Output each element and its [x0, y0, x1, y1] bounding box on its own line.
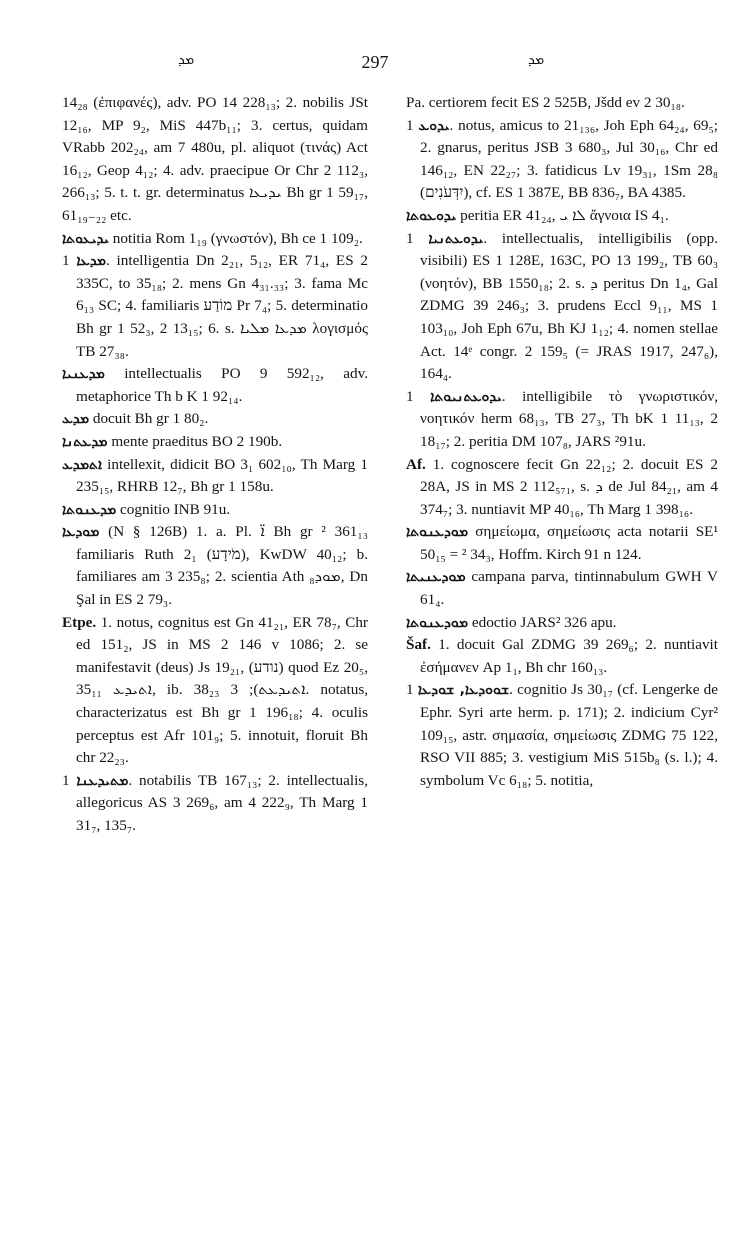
entry-headword: ܡܕܥܐ	[76, 253, 106, 270]
entry-text: cognitio INB 91u.	[120, 500, 231, 518]
entry-text: intellexit, didicit BO 3₁ 602₁₀, Th Marg 1 235₁₅, RHRB 12₇, Bh gr 1 158u.	[76, 455, 369, 496]
dictionary-entry	[62, 228, 368, 251]
dictionary-entry	[406, 612, 718, 635]
entry-headword: ܡܕܥ	[62, 411, 90, 428]
entry-headword: ܡܕܥܢܝܐ	[62, 366, 105, 383]
entry-text: mente praeditus BO 2 190b.	[111, 432, 283, 450]
entry-text: intellectualis PO 9 592₁₂, adv. metaphorice Th b K 1 92₁₄.	[76, 365, 369, 405]
entry-text: campana parva, tintinnabulum GWH V 61₄.	[420, 568, 719, 609]
dictionary-entry	[62, 499, 368, 522]
page-header	[0, 52, 750, 76]
dictionary-entry	[406, 115, 718, 205]
entry-stem-label: Šaf.	[406, 636, 431, 654]
entry-headword: ܡܘܕܥܢܘܬܐ	[406, 614, 469, 631]
entry-stem-label: Etpe.	[62, 613, 97, 631]
dictionary-entry	[62, 250, 368, 363]
entry-text: 1. docuit Gal ZDMG 39 269₆; 2. nuntiavit ἐσήμανεν Ap 1₁, Bh chr 160₁₃.	[420, 636, 718, 676]
dictionary-entry	[406, 521, 718, 566]
dictionary-entry	[62, 363, 368, 408]
entry-headword: ܡܕܥܬܢܐ	[62, 433, 108, 450]
entry-text: (N § 126B) 1. a. Pl. ܐ̈ Bh gr ² 361₁₃ familiaris Ruth 2₁ (מֹידָע), KwDW 40₁₂; b. familiares am 3 235₈; 2. scientia Ath ܡܘܕ₈, Dn Şal in ES 2 79₃.	[76, 523, 368, 609]
running-head-left: ܡܕ	[178, 52, 195, 68]
entry-headword: ܝܕܝܥܘܬܐ	[62, 230, 109, 247]
entry-text: peritia ER 41₂₄, ܠܐ ܝ ἄγνοια IS 4₁.	[460, 206, 669, 224]
entry-text: 1. notabilis TB 167₁₃; 2. intellectualis, allegoricus AS 3 269₆, am 4 222₉, Th Marg 1 31₇, 135₇.	[62, 771, 368, 834]
dictionary-entry	[406, 386, 718, 454]
entry-headword: ܡܘܕܥܢܝܬܐ	[406, 569, 466, 586]
dictionary-entry	[406, 634, 718, 679]
dictionary-entry	[406, 92, 718, 115]
entry-headword: ܝܕܘܥܬܢܝܘܬܐ	[430, 388, 502, 405]
entry-headword: ܝܕܘܥ	[418, 117, 450, 134]
dictionary-entry	[406, 205, 718, 228]
entry-stem-label: Af.	[406, 455, 426, 473]
dictionary-entry	[62, 612, 368, 770]
entry-text: 1. intelligibile τὸ γνωριστικόν, νοητικόν herm 68₁₃, TB 27₃, Th bK 1 11₁₃, 2 18₁₇; 2. peritia DM 107₈, JARS ²91u.	[406, 387, 718, 450]
entry-headword: ܝܕܘܥܘܬܐ	[406, 207, 457, 224]
dictionary-entry	[62, 408, 368, 431]
dictionary-entry	[62, 770, 368, 838]
entry-text: 1. intellectualis, intelligibilis (opp. visibili) ES 1 128E, 163C, PO 13 199₂, TB 60₃ (νοητόν), BB 1550₁₈; 2. s. ܕ peritus Dn 1₄, Gal ZDMG 39 246₃; 3. prudens Eccl 9₁₁, MS 1 103₁₀, Joh Eph 67u, Bh KJ 1₁₂; 4. nomen stellae Act. 14ᵉ congr. 2 159₅ (= JRAS 1917, 247₆), 164₄.	[406, 229, 719, 383]
entry-text: σημείωμα, σημείωσις acta notarii SE¹ 50₁₅ = ² 34₃, Hoffm. Kirch 91 n 124.	[420, 523, 718, 563]
entry-text: 1. notus, amicus to 21₁₃₆, Joh Eph 64₂₄, 69₅; 2. gnarus, peritus JSB 3 680₃, Jul 30₁₆, Chr ed 146₁₂, EN 22₂₇; 3. fatidicus Lv 19₃₁, 1Sm 28₈ (יִדְּעֹנִים), cf. ES 1 387E, BB 836₇, BA 4385.	[406, 116, 719, 202]
left-column	[62, 92, 368, 838]
dictionary-entry	[62, 431, 368, 454]
dictionary-entry	[406, 679, 718, 792]
entry-text: edoctio JARS² 326 apu.	[471, 613, 617, 631]
dictionary-entry	[406, 566, 718, 611]
dictionary-entry	[406, 454, 718, 522]
entry-text: 1. notus, cognitus est Gn 41₂₁, ER 78₇, Chr ed 151₂, JS in MS 2 146 v 1086; 2. se manifestavit (deus) Js 19₂₁, (נודע) quod Ez 20₅, 35₁₁ ܐܬܝܕܥ, ib. 38₂₃ ܐܬܝܕܥܬ); 3. notatus, characterizatus est Bh gr 1 196₁₈; 4. oculis perceptus est Afr 101₉; 5. innotuit, floruit Bh chr 22₂₃.	[76, 613, 369, 767]
entry-headword: ܐܬܡܕܥ	[62, 456, 102, 473]
entry-headword: ܝܕܘܥܬܢܝܐ	[428, 230, 484, 247]
entry-text: 1. cognoscere fecit Gn 22₁₂; 2. docuit ES 2 28A, JS in MS 2 112₅₇₁, s. ܕ de Jul 84₂₁, am 4 374₇; 3. nuntiavit MP 40₁₆, Th Marg 1 398₁₆.	[420, 455, 719, 518]
right-column	[406, 92, 718, 792]
dictionary-entry	[62, 521, 368, 611]
page-number: 297	[361, 52, 389, 72]
entry-headword: ܫܘܘܕܥܐ, ܫܘܕܥܐ	[417, 682, 510, 699]
entry-headword: ܡܕܥܢܘܬܐ	[62, 501, 117, 518]
entry-text: 1. intelligentia Dn 2₂₁, 5₁₂, ER 71₄, ES 2 335C, to 35₁₈; 2. mens Gn 4₃₁.₃₃; 3. fama Mc 6₁₃ SC; 4. familiaris מוֹדַע Pr 7₄; 5. determinatio Bh gr 1 52₃, 2 13₁₅; 6. s. ܡܕܥܐ ܡܠܝܐ λογισμός TB 27₃₈.	[62, 252, 368, 360]
entry-headword: ܡܘܕܥܢܘܬܐ	[406, 524, 469, 541]
entry-text: Pa. certiorem fecit ES 2 525B, Jšdd ev 2 30₁₈.	[406, 94, 685, 111]
dictionary-entry	[62, 92, 368, 228]
entry-headword: ܡܘܕܥܐ	[62, 524, 100, 541]
dictionary-entry	[62, 454, 368, 499]
entry-text: 14₂₈ (ἐπιφανές), adv. PO 14 228₁₃; 2. nobilis JSt 12₁₆, MP 9₂, MiS 447b₁₁; 3. certus, quidam VRabb 202₂₄, am 7 480u, pl. aliquot (τινάς) Act 16₁₂, Geop 4₁₂; 4. adv. praecipue Or Chr 2 112₃, 266₁₃; 5. t. t. gr. determinatus ܝܕܝܥܐ Bh gr 1 59₁₇, 61₁₉₋₂₂ etc.	[62, 94, 368, 224]
entry-text: docuit Bh gr 1 80₂.	[92, 410, 209, 428]
entry-text: notitia Rom 1₁₉ (γνωστόν), Bh ce 1 109₂.	[112, 229, 363, 247]
entry-text: 1. cognitio Js 30₁₇ (cf. Lengerke de Ephr. Syri arte herm. p. 171); 2. indicium Cyr² 109₁₅, astr. σημασία, σημείωσις ZDMG 75 122, RSO VII 885; 3. vestigium MiS 515b₈ (s. l.); 4. symbolum Vc 6₁₈; 5. notitia,	[406, 681, 719, 789]
entry-headword: ܡܬܝܕܥܢܐ	[76, 772, 129, 789]
running-head-right: ܡܕ	[528, 52, 545, 68]
dictionary-entry	[406, 228, 718, 386]
